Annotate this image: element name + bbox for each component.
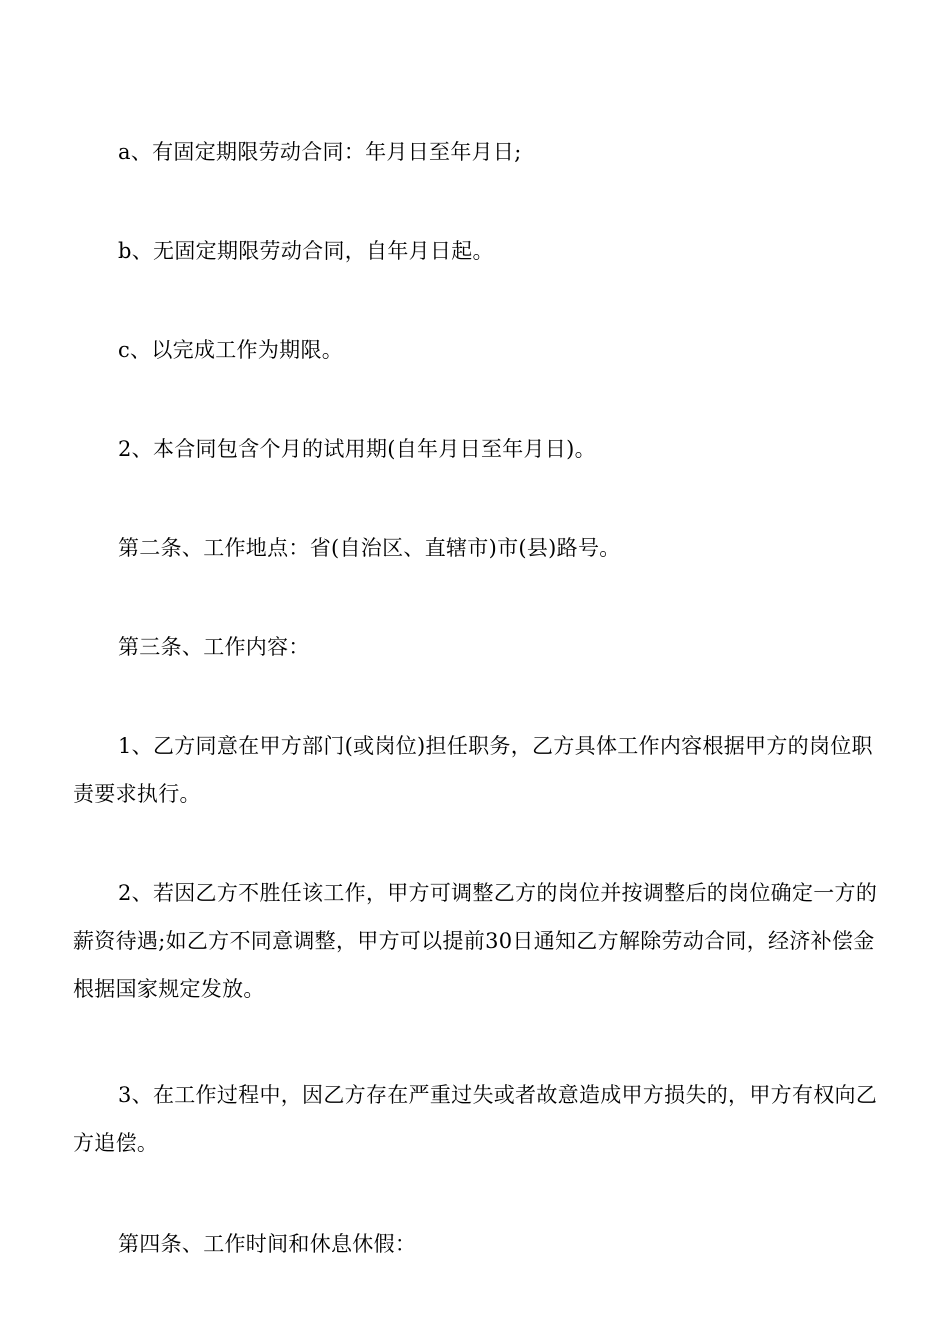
clause-open-ended: b、无固定期限劳动合同，自年月日起。	[118, 239, 494, 263]
article-3-heading: 第三条、工作内容：	[118, 635, 310, 659]
article-4-heading: 第四条、工作时间和休息休假：	[118, 1232, 417, 1256]
clause-fixed-term: a、有固定期限劳动合同：年月日至年月日;	[118, 140, 522, 164]
clause-probation: 2、本合同包含个月的试用期(自年月日至年月日)。	[118, 437, 596, 461]
article-3-item-1: 1、乙方同意在甲方部门(或岗位)担任职务，乙方具体工作内容根据甲方的岗位职责要求执行。	[73, 734, 873, 806]
article-2-work-location: 第二条、工作地点：省(自治区、直辖市)市(县)路号。	[118, 536, 621, 560]
article-3-item-3: 3、在工作过程中，因乙方存在严重过失或者故意造成甲方损失的，甲方有权向乙方追偿。	[73, 1083, 878, 1155]
article-3-item-2: 2、若因乙方不胜任该工作，甲方可调整乙方的岗位并按调整后的岗位确定一方的薪资待遇;如乙方不同意调整，甲方可以提前30日通知乙方解除劳动合同，经济补偿金根据国家规定发放。	[73, 881, 878, 1001]
clause-task-based: c、以完成工作为期限。	[118, 338, 344, 362]
